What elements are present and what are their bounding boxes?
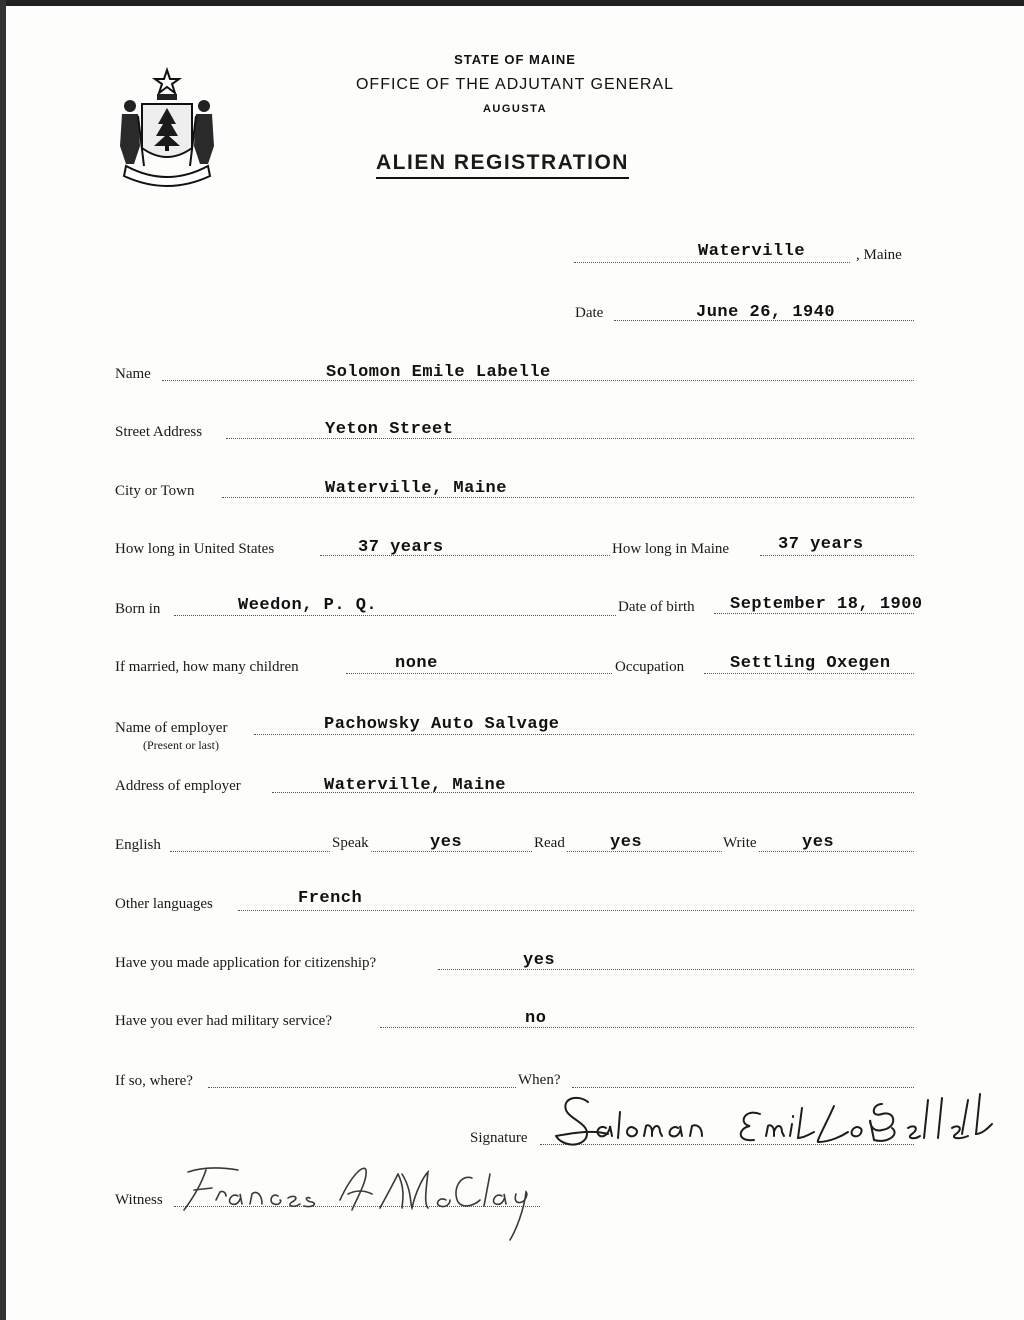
english-label: English [115, 837, 161, 853]
city-town-value: Waterville, Maine [325, 479, 507, 498]
header-office: OFFICE OF THE ADJUTANT GENERAL [355, 76, 675, 93]
military-label: Have you ever had military service? [115, 1013, 332, 1029]
other-languages-line [238, 910, 914, 911]
citizenship-label: Have you made application for citizenship? [115, 955, 377, 971]
born-in-value: Weedon, P. Q. [238, 596, 378, 615]
children-label: If married, how many children [115, 659, 299, 675]
location-line [574, 262, 850, 263]
occupation-line [704, 673, 914, 674]
signature-label: Signature [470, 1130, 528, 1146]
born-in-label: Born in [115, 601, 161, 617]
employer-address-value: Waterville, Maine [324, 776, 506, 795]
birth-date-value: September 18, 1900 [730, 595, 923, 614]
military-line [380, 1027, 914, 1028]
street-value: Yeton Street [325, 420, 454, 439]
read-value: yes [610, 833, 643, 852]
witness-label: Witness [115, 1192, 163, 1208]
us-length-label: How long in United States [115, 541, 275, 557]
date-label: Date [575, 305, 604, 321]
header-city: AUGUSTA [482, 103, 548, 115]
witness-signature [176, 1160, 536, 1244]
speak-label: Speak [332, 835, 369, 851]
children-value: none [395, 654, 438, 673]
citizenship-value: yes [523, 951, 556, 970]
header-state: STATE OF MAINE [454, 52, 576, 67]
write-value: yes [802, 833, 835, 852]
birth-date-label: Date of birth [618, 599, 695, 615]
us-length-value: 37 years [358, 538, 444, 557]
military-value: no [525, 1009, 547, 1028]
street-label: Street Address [115, 424, 203, 440]
city-town-label: City or Town [115, 483, 195, 499]
employer-value: Pachowsky Auto Salvage [324, 715, 560, 734]
applicant-signature [548, 1084, 1024, 1160]
location-city: Waterville [698, 242, 806, 261]
where-line [208, 1087, 516, 1088]
other-languages-label: Other languages [115, 896, 213, 912]
read-label: Read [534, 835, 565, 851]
employer-line [254, 734, 914, 735]
employer-sublabel: (Present or last) [143, 738, 219, 752]
scan-border-left [0, 0, 6, 1320]
when-label: When? [518, 1072, 561, 1088]
occupation-label: Occupation [615, 659, 685, 675]
where-label: If so, where? [115, 1073, 193, 1089]
employer-address-label: Address of employer [115, 778, 241, 794]
name-value: Solomon Emile Labelle [326, 363, 551, 382]
speak-value: yes [430, 833, 463, 852]
scan-border-top [0, 0, 1024, 6]
children-line [346, 673, 612, 674]
write-label: Write [723, 835, 757, 851]
form-title: ALIEN REGISTRATION [376, 151, 629, 179]
other-languages-value: French [298, 889, 363, 908]
location-suffix: , Maine [856, 247, 902, 263]
name-label: Name [115, 366, 151, 382]
citizenship-line [438, 969, 914, 970]
occupation-value: Settling Oxegen [730, 654, 891, 673]
maine-length-value: 37 years [778, 535, 864, 554]
born-in-line [174, 615, 616, 616]
employer-label: Name of employer [115, 720, 228, 736]
maine-length-line [760, 555, 914, 556]
maine-state-seal [112, 66, 222, 188]
date-value: June 26, 1940 [696, 303, 836, 322]
maine-length-label: How long in Maine [612, 541, 730, 557]
